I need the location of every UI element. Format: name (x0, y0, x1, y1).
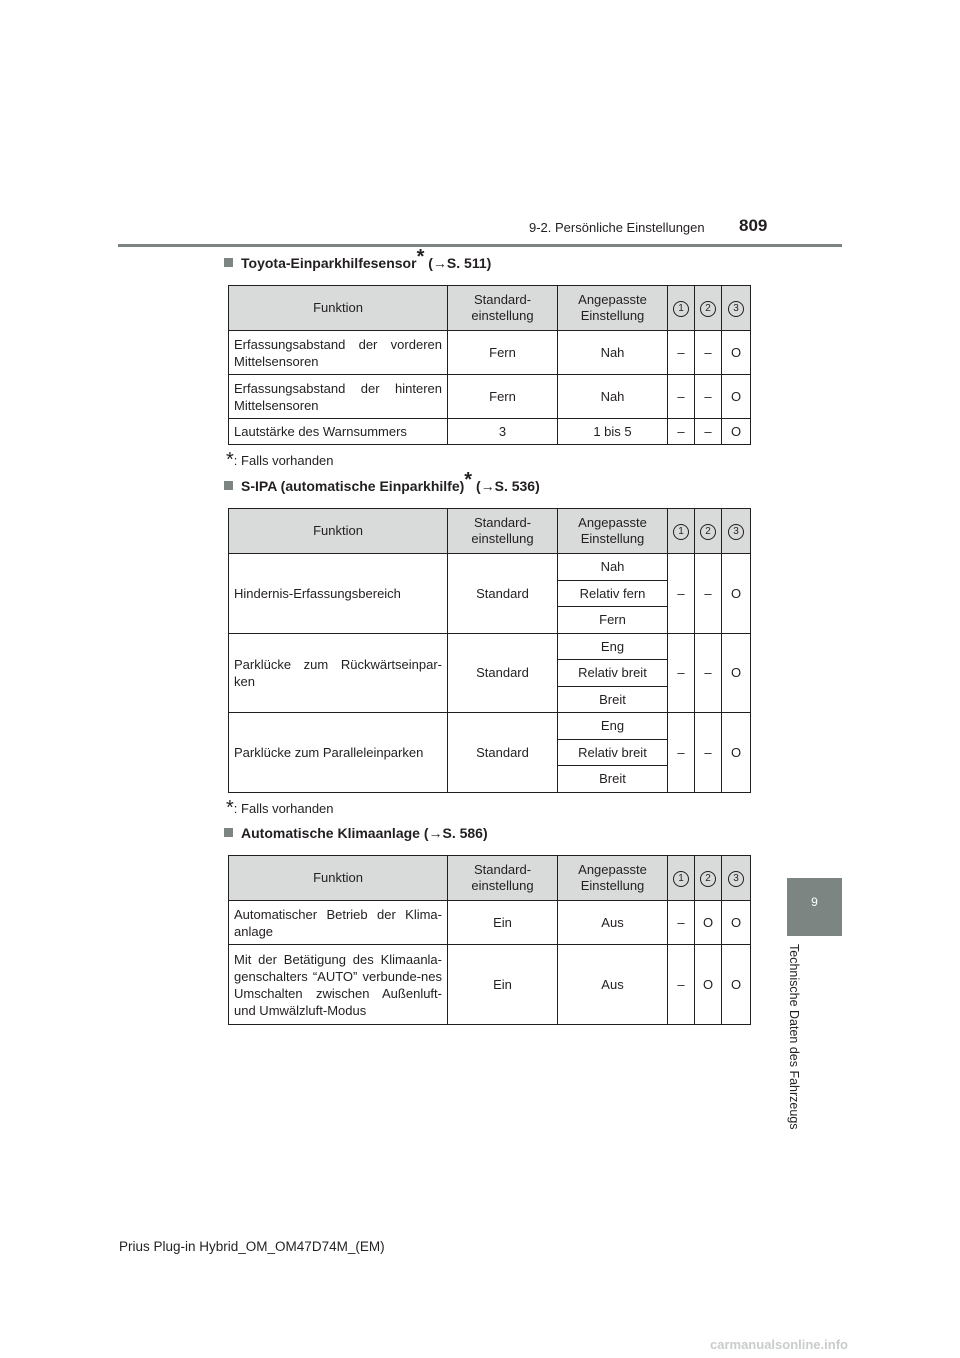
custom-cell: Fern (558, 607, 668, 634)
col-header-method-2 (695, 509, 722, 554)
table-row (229, 633, 751, 660)
col-header-custom: Angepasste Einstellung (558, 509, 668, 554)
function-cell: Parklücke zum Rückwärtseinpar-ken (229, 633, 448, 713)
method-2-cell: O (695, 901, 722, 945)
custom-cell: Aus (558, 901, 668, 945)
settings-table-climate (228, 855, 751, 1025)
footnote (226, 797, 334, 819)
custom-cell: Relativ fern (558, 580, 668, 607)
col-header-method-2 (695, 286, 722, 331)
col-header-default: Standard- einstellung (448, 509, 558, 554)
col-header-default: Standard- einstellung (448, 286, 558, 331)
col-header-method-1 (668, 856, 695, 901)
method-2-cell: – (695, 554, 722, 634)
method-1-cell: – (668, 554, 695, 634)
function-cell: Hindernis-Erfassungsbereich (229, 554, 448, 634)
settings-table-parking-sensor (228, 285, 751, 445)
heading-text: Toyota-Einparkhilfesensor (241, 255, 417, 271)
col-header-method-2 (695, 856, 722, 901)
col-header-custom: Angepasste Einstellung (558, 856, 668, 901)
col-header-method-3 (722, 509, 751, 554)
method-1-cell: – (668, 713, 695, 793)
custom-cell: Eng (558, 633, 668, 660)
default-cell: Standard (448, 554, 558, 634)
chapter-label (787, 944, 801, 1134)
table-row (229, 419, 751, 445)
footnote-text: : Falls vorhanden (233, 453, 334, 468)
col-header-function: Funktion (229, 856, 448, 901)
section-title: 9-2. Persönliche Einstellungen (529, 220, 705, 235)
col-header-function: Funktion (229, 509, 448, 554)
table-row (229, 331, 751, 375)
method-3-cell: O (722, 375, 751, 419)
circled-number-3: 3 (728, 871, 744, 887)
chapter-label-text: Technische Daten des Fahrzeugs (787, 944, 801, 1130)
method-1-cell: – (668, 419, 695, 445)
circled-number-1: 1 (673, 871, 689, 887)
default-cell: Standard (448, 633, 558, 713)
function-cell: Parklücke zum Paralleleinparken (229, 713, 448, 793)
method-1-cell: – (668, 331, 695, 375)
method-2-cell: – (695, 331, 722, 375)
table-header-row (229, 509, 751, 554)
asterisk-mark: * (226, 797, 234, 819)
asterisk-mark: * (226, 449, 234, 471)
header-divider (118, 244, 842, 247)
default-cell: Standard (448, 713, 558, 793)
square-bullet-icon (224, 481, 233, 490)
square-bullet-icon (224, 258, 233, 267)
section-heading-climate (224, 825, 488, 841)
heading-text: Automatische Klimaanlage (241, 825, 420, 841)
method-3-cell: O (722, 331, 751, 375)
method-1-cell: – (668, 375, 695, 419)
section-heading-s-ipa (224, 469, 540, 494)
settings-table-s-ipa (228, 508, 751, 793)
col-header-default: Standard- einstellung (448, 856, 558, 901)
method-3-cell: O (722, 554, 751, 634)
method-3-cell: O (722, 713, 751, 793)
footnote-text: : Falls vorhanden (233, 801, 334, 816)
function-cell: Automatischer Betrieb der Klima-anlage (229, 901, 448, 945)
circled-number-1: 1 (673, 524, 689, 540)
page-number: 809 (739, 216, 768, 235)
default-cell: Ein (448, 901, 558, 945)
watermark: carmanualsonline.info (710, 1337, 848, 1352)
col-header-method-1 (668, 286, 695, 331)
asterisk-mark: * (416, 246, 425, 268)
square-bullet-icon (224, 828, 233, 837)
default-cell: Ein (448, 945, 558, 1025)
method-1-cell: – (668, 633, 695, 713)
table-row (229, 375, 751, 419)
custom-cell: Breit (558, 686, 668, 713)
method-2-cell: – (695, 713, 722, 793)
circled-number-2: 2 (700, 301, 716, 317)
method-2-cell: O (695, 945, 722, 1025)
circled-number-1: 1 (673, 301, 689, 317)
table-header-row (229, 286, 751, 331)
custom-cell: Nah (558, 554, 668, 581)
custom-cell: 1 bis 5 (558, 419, 668, 445)
custom-cell: Relativ breit (558, 660, 668, 687)
method-2-cell: – (695, 375, 722, 419)
asterisk-mark: * (464, 469, 473, 491)
col-header-method-3 (722, 856, 751, 901)
document-footer: Prius Plug-in Hybrid_OM_OM47D74M_(EM) (119, 1239, 385, 1254)
method-1-cell: – (668, 945, 695, 1025)
table-header-row (229, 856, 751, 901)
custom-cell: Nah (558, 375, 668, 419)
method-3-cell: O (722, 945, 751, 1025)
custom-cell: Breit (558, 766, 668, 793)
circled-number-2: 2 (700, 524, 716, 540)
col-header-method-3 (722, 286, 751, 331)
col-header-function: Funktion (229, 286, 448, 331)
footnote (226, 449, 334, 471)
table-row (229, 945, 751, 1025)
function-cell: Erfassungsabstand der vorderen Mittelsensoren (229, 331, 448, 375)
method-3-cell: O (722, 419, 751, 445)
custom-cell: Eng (558, 713, 668, 740)
function-cell: Erfassungsabstand der hinteren Mittelsensoren (229, 375, 448, 419)
table-row (229, 554, 751, 581)
custom-cell: Relativ breit (558, 739, 668, 766)
function-cell: Mit der Betätigung des Klimaanla-genschalters “AUTO” verbunde-nes Umschalten zwischen Außenluft- und Umwälzluft-Modus (229, 945, 448, 1025)
col-header-method-1 (668, 509, 695, 554)
circled-number-3: 3 (728, 301, 744, 317)
table-row (229, 901, 751, 945)
default-cell: 3 (448, 419, 558, 445)
method-1-cell: – (668, 901, 695, 945)
method-3-cell: O (722, 633, 751, 713)
custom-cell: Nah (558, 331, 668, 375)
method-2-cell: – (695, 419, 722, 445)
chapter-tab[interactable]: 9 (787, 878, 842, 936)
custom-cell: Aus (558, 945, 668, 1025)
section-heading-parking-sensor (224, 246, 492, 271)
page-reference-link[interactable]: (→S. 536) (472, 478, 540, 494)
circled-number-3: 3 (728, 524, 744, 540)
method-2-cell: – (695, 633, 722, 713)
page-reference-link[interactable]: (→S. 511) (424, 255, 492, 271)
default-cell: Fern (448, 375, 558, 419)
circled-number-2: 2 (700, 871, 716, 887)
page-reference-link[interactable]: (→S. 586) (419, 825, 488, 841)
heading-text: S-IPA (automatische Einparkhilfe) (241, 478, 465, 494)
table-row (229, 713, 751, 740)
default-cell: Fern (448, 331, 558, 375)
method-3-cell: O (722, 901, 751, 945)
col-header-custom: Angepasste Einstellung (558, 286, 668, 331)
function-cell: Lautstärke des Warnsummers (229, 419, 448, 445)
